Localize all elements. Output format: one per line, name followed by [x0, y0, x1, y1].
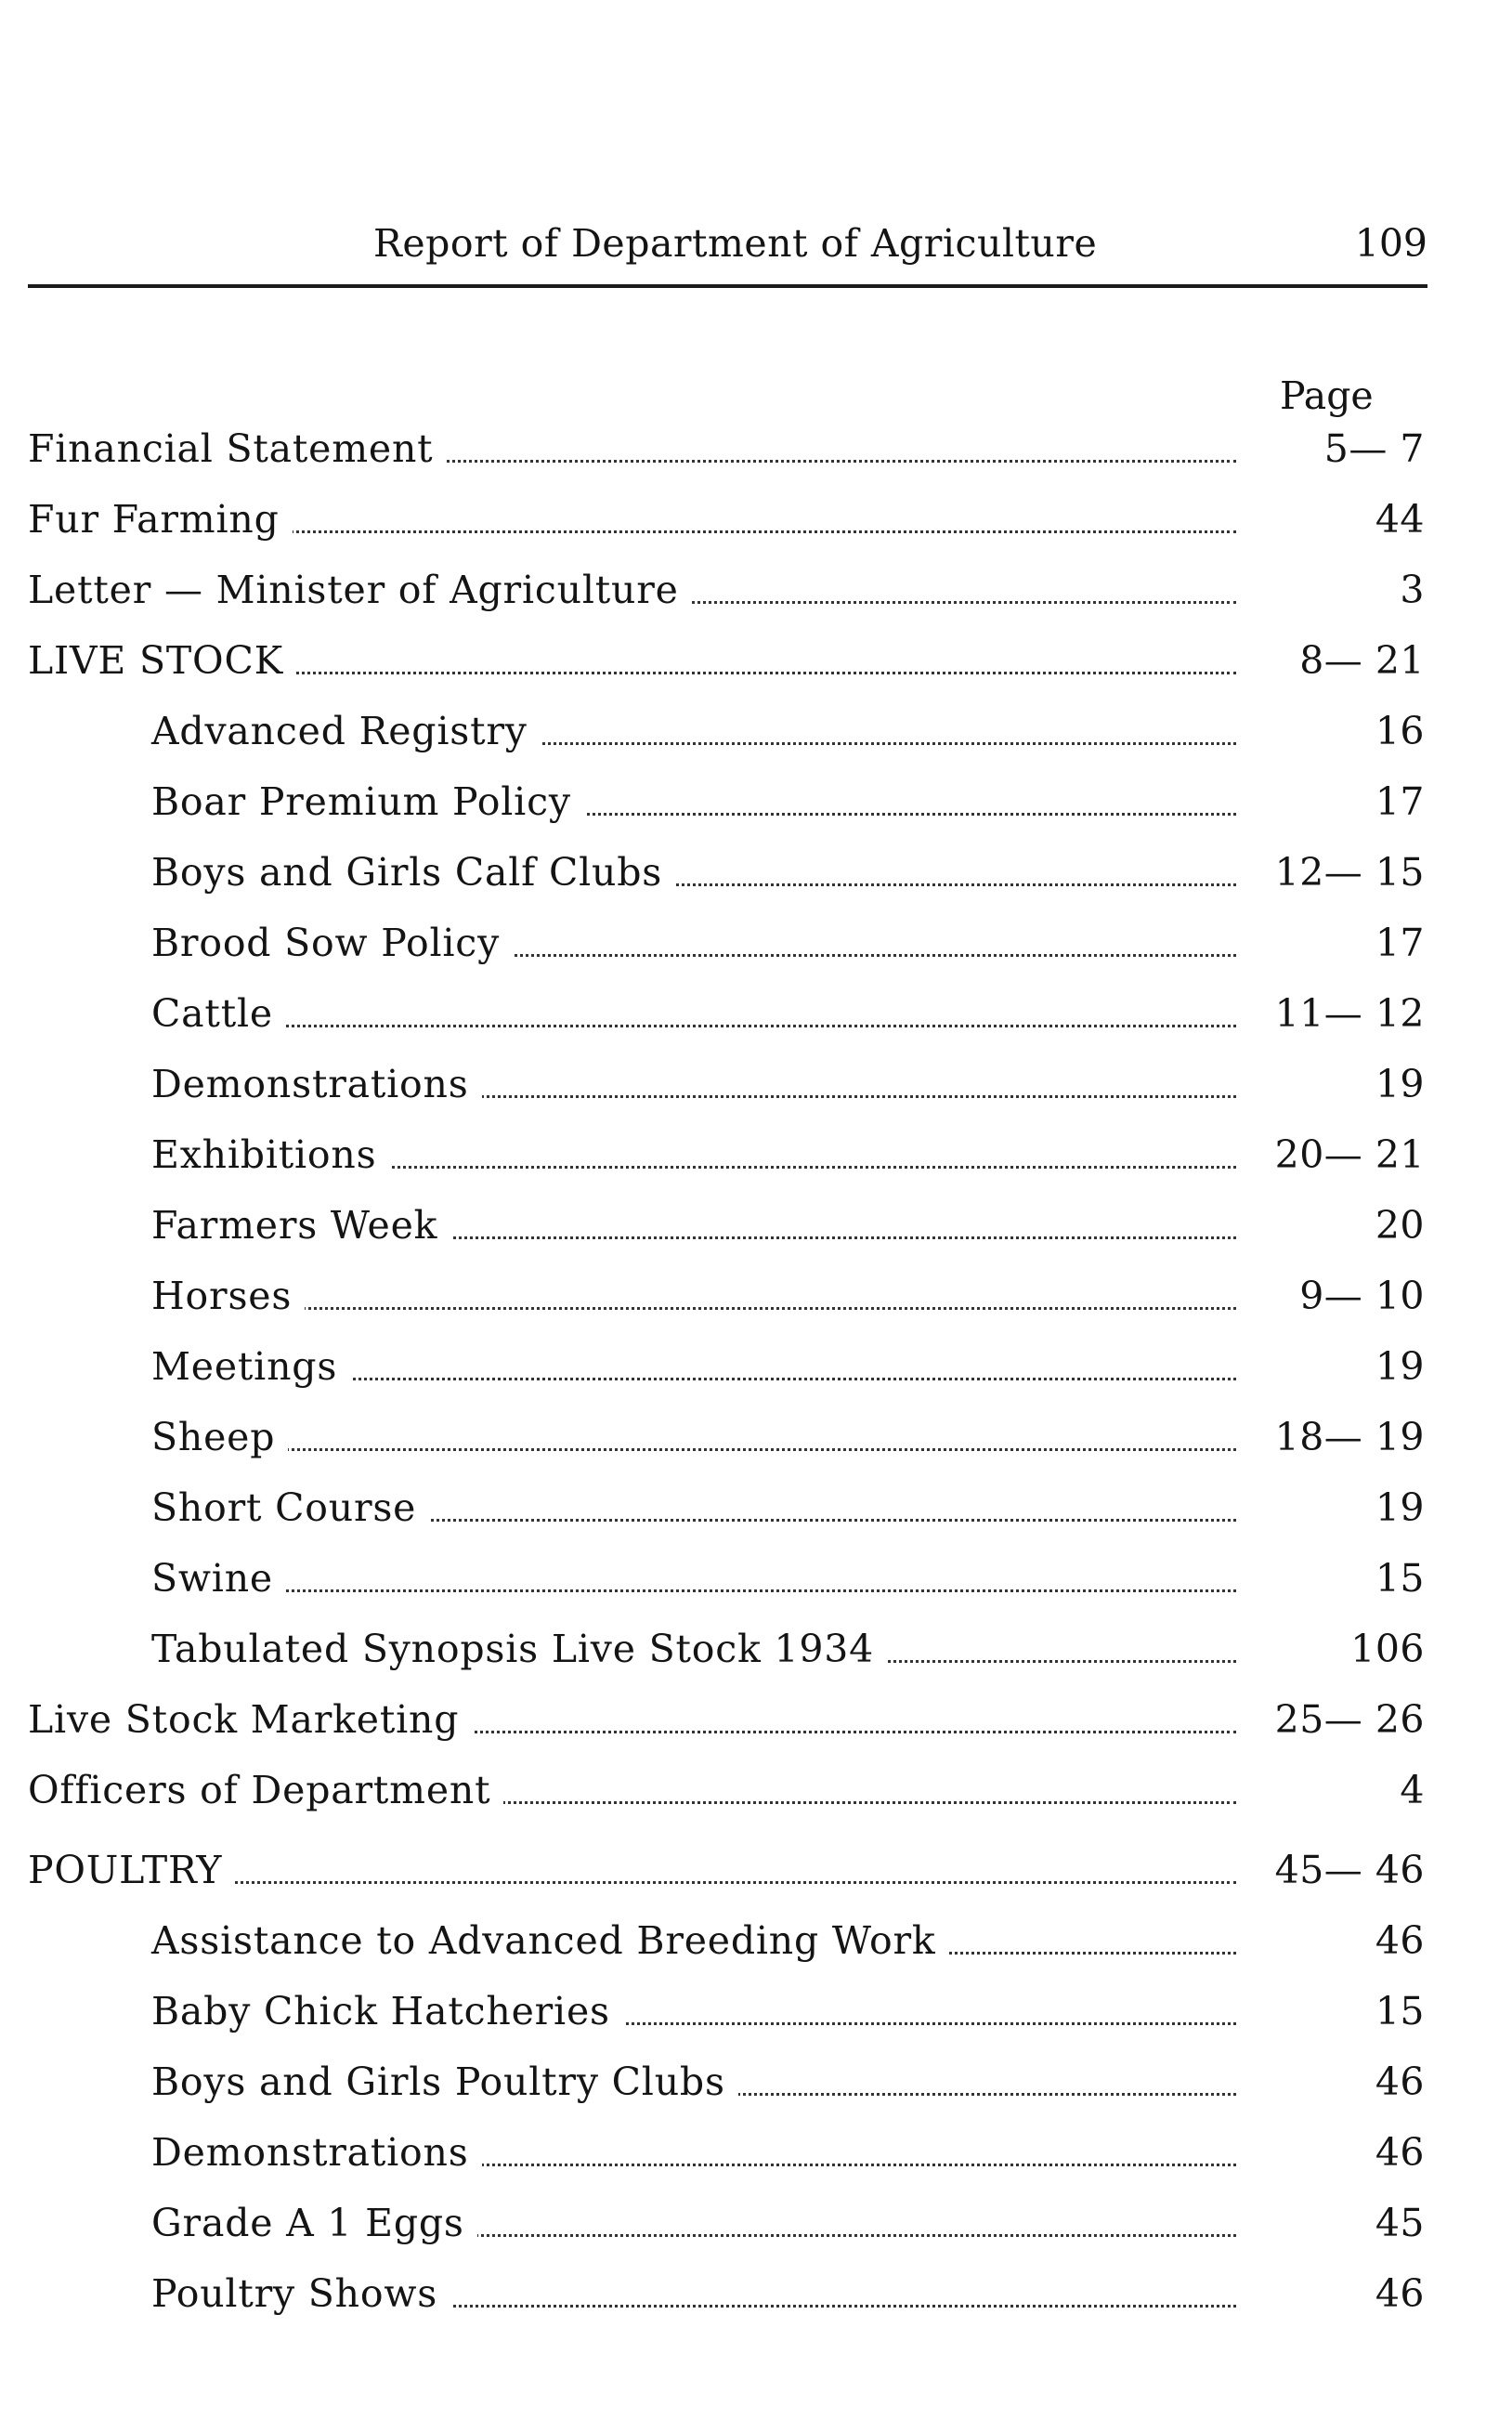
index-entry-label: Exhibitions	[151, 1127, 389, 1183]
index-entry-pages: 19	[1375, 1485, 1425, 1530]
index-entry-label: Cattle	[151, 986, 286, 1041]
index-entry	[151, 1983, 1425, 2039]
index-entry-pages: 17	[1375, 921, 1425, 965]
index-entry	[151, 844, 1425, 900]
index-entry	[151, 774, 1425, 830]
index-entry	[151, 2054, 1425, 2110]
index-entry	[151, 1056, 1425, 1112]
running-header-title: Report of Department of Agriculture	[373, 221, 1098, 266]
index-entry-label: Horses	[151, 1268, 305, 1324]
index-entry-pages: 8— 21	[1299, 638, 1425, 683]
dot-leader	[151, 1589, 1236, 1592]
index-entry-label: Swine	[151, 1550, 286, 1606]
index-entry	[151, 986, 1425, 1041]
index-entry	[151, 2195, 1425, 2251]
index-entry	[151, 1621, 1425, 1677]
index-entry-label: Demonstrations	[151, 1056, 482, 1112]
dot-leader	[151, 1025, 1236, 1027]
index-entry-pages: 46	[1375, 2130, 1425, 2175]
index-entry	[28, 1692, 1425, 1747]
page-number: 109	[1354, 221, 1427, 266]
index-entry-label: Boys and Girls Calf Clubs	[151, 844, 675, 900]
page-column-label: Page	[1280, 373, 1374, 418]
index-entry-pages: 16	[1375, 709, 1425, 753]
index-entry-pages: 20	[1375, 1203, 1425, 1248]
index-entry-label: Financial Statement	[28, 421, 446, 477]
index-entry-label: Grade A 1 Eggs	[151, 2195, 477, 2251]
index-entry	[151, 2266, 1425, 2321]
index-entry-pages: 15	[1375, 1556, 1425, 1601]
dot-leader	[151, 1307, 1236, 1310]
index-entry-label: Advanced Registry	[151, 703, 541, 759]
index-entry-pages: 18— 19	[1274, 1415, 1425, 1459]
index-entry-pages: 45— 46	[1274, 1848, 1425, 1892]
index-entry-pages: 11— 12	[1274, 991, 1425, 1036]
index-entry-pages: 19	[1375, 1062, 1425, 1106]
index-entry-pages: 17	[1375, 779, 1425, 824]
index-entry-label: Tabulated Synopsis Live Stock 1934	[151, 1621, 887, 1677]
index-entry-pages: 106	[1350, 1627, 1425, 1671]
index-entry	[151, 1913, 1425, 1968]
index-entry	[151, 1127, 1425, 1183]
index-entry	[28, 421, 1425, 477]
index-entry-label: LIVE STOCK	[28, 633, 296, 688]
index-entry	[28, 1762, 1425, 1818]
index-entry-label: Assistance to Advanced Breeding Work	[151, 1913, 949, 1968]
index-entry-label: Boys and Girls Poultry Clubs	[151, 2054, 738, 2110]
index-entry	[151, 1268, 1425, 1324]
index-entry-label: Live Stock Marketing	[28, 1692, 472, 1747]
index-entry-label: Sheep	[151, 1409, 288, 1465]
index-entry-label: Farmers Week	[151, 1197, 450, 1253]
index-entry-label: Boar Premium Policy	[151, 774, 584, 830]
index-entry-pages: 15	[1375, 1989, 1425, 2033]
index-entry-pages: 44	[1375, 497, 1425, 542]
index-entry	[28, 491, 1425, 547]
index-entry	[151, 1550, 1425, 1606]
index-entry	[151, 2125, 1425, 2180]
index-entry-label: Baby Chick Hatcheries	[151, 1983, 623, 2039]
index-entry-pages: 46	[1375, 2059, 1425, 2104]
index-entry	[151, 1480, 1425, 1536]
index-entry-label: Fur Farming	[28, 491, 293, 547]
index-entry-pages: 12— 15	[1274, 850, 1425, 895]
index-entry-label: POULTRY	[28, 1842, 235, 1898]
index-entry-pages: 5— 7	[1323, 426, 1425, 471]
index-entry-pages: 46	[1375, 2271, 1425, 2316]
dot-leader	[151, 1448, 1236, 1451]
running-header	[28, 221, 1427, 286]
index-entry-pages: 9— 10	[1299, 1274, 1425, 1318]
index-entry	[151, 1197, 1425, 1253]
index-entry	[28, 633, 1425, 688]
index-entry	[28, 1842, 1425, 1898]
index-entry-pages: 19	[1375, 1344, 1425, 1389]
index-entry	[151, 1339, 1425, 1394]
index-entry-label: Meetings	[151, 1339, 350, 1394]
index-entry-label: Demonstrations	[151, 2125, 482, 2180]
index-entry-label: Letter — Minister of Agriculture	[28, 562, 692, 618]
index-entry-label: Brood Sow Policy	[151, 915, 513, 971]
index-entry	[151, 1409, 1425, 1465]
index-entry	[151, 703, 1425, 759]
index-entry-label: Short Course	[151, 1480, 429, 1536]
index-entry	[28, 562, 1425, 618]
index-entry-pages: 20— 21	[1274, 1132, 1425, 1177]
index-entry-label: Poultry Shows	[151, 2266, 450, 2321]
index-entry-pages: 3	[1400, 568, 1425, 612]
index-entry-pages: 25— 26	[1274, 1697, 1425, 1742]
index-entry-pages: 46	[1375, 1918, 1425, 1963]
header-rule	[28, 284, 1427, 288]
index-entry-pages: 4	[1400, 1768, 1425, 1812]
index-entry-pages: 45	[1375, 2201, 1425, 2245]
index-entry-label: Officers of Department	[28, 1762, 503, 1818]
index-entry	[151, 915, 1425, 971]
